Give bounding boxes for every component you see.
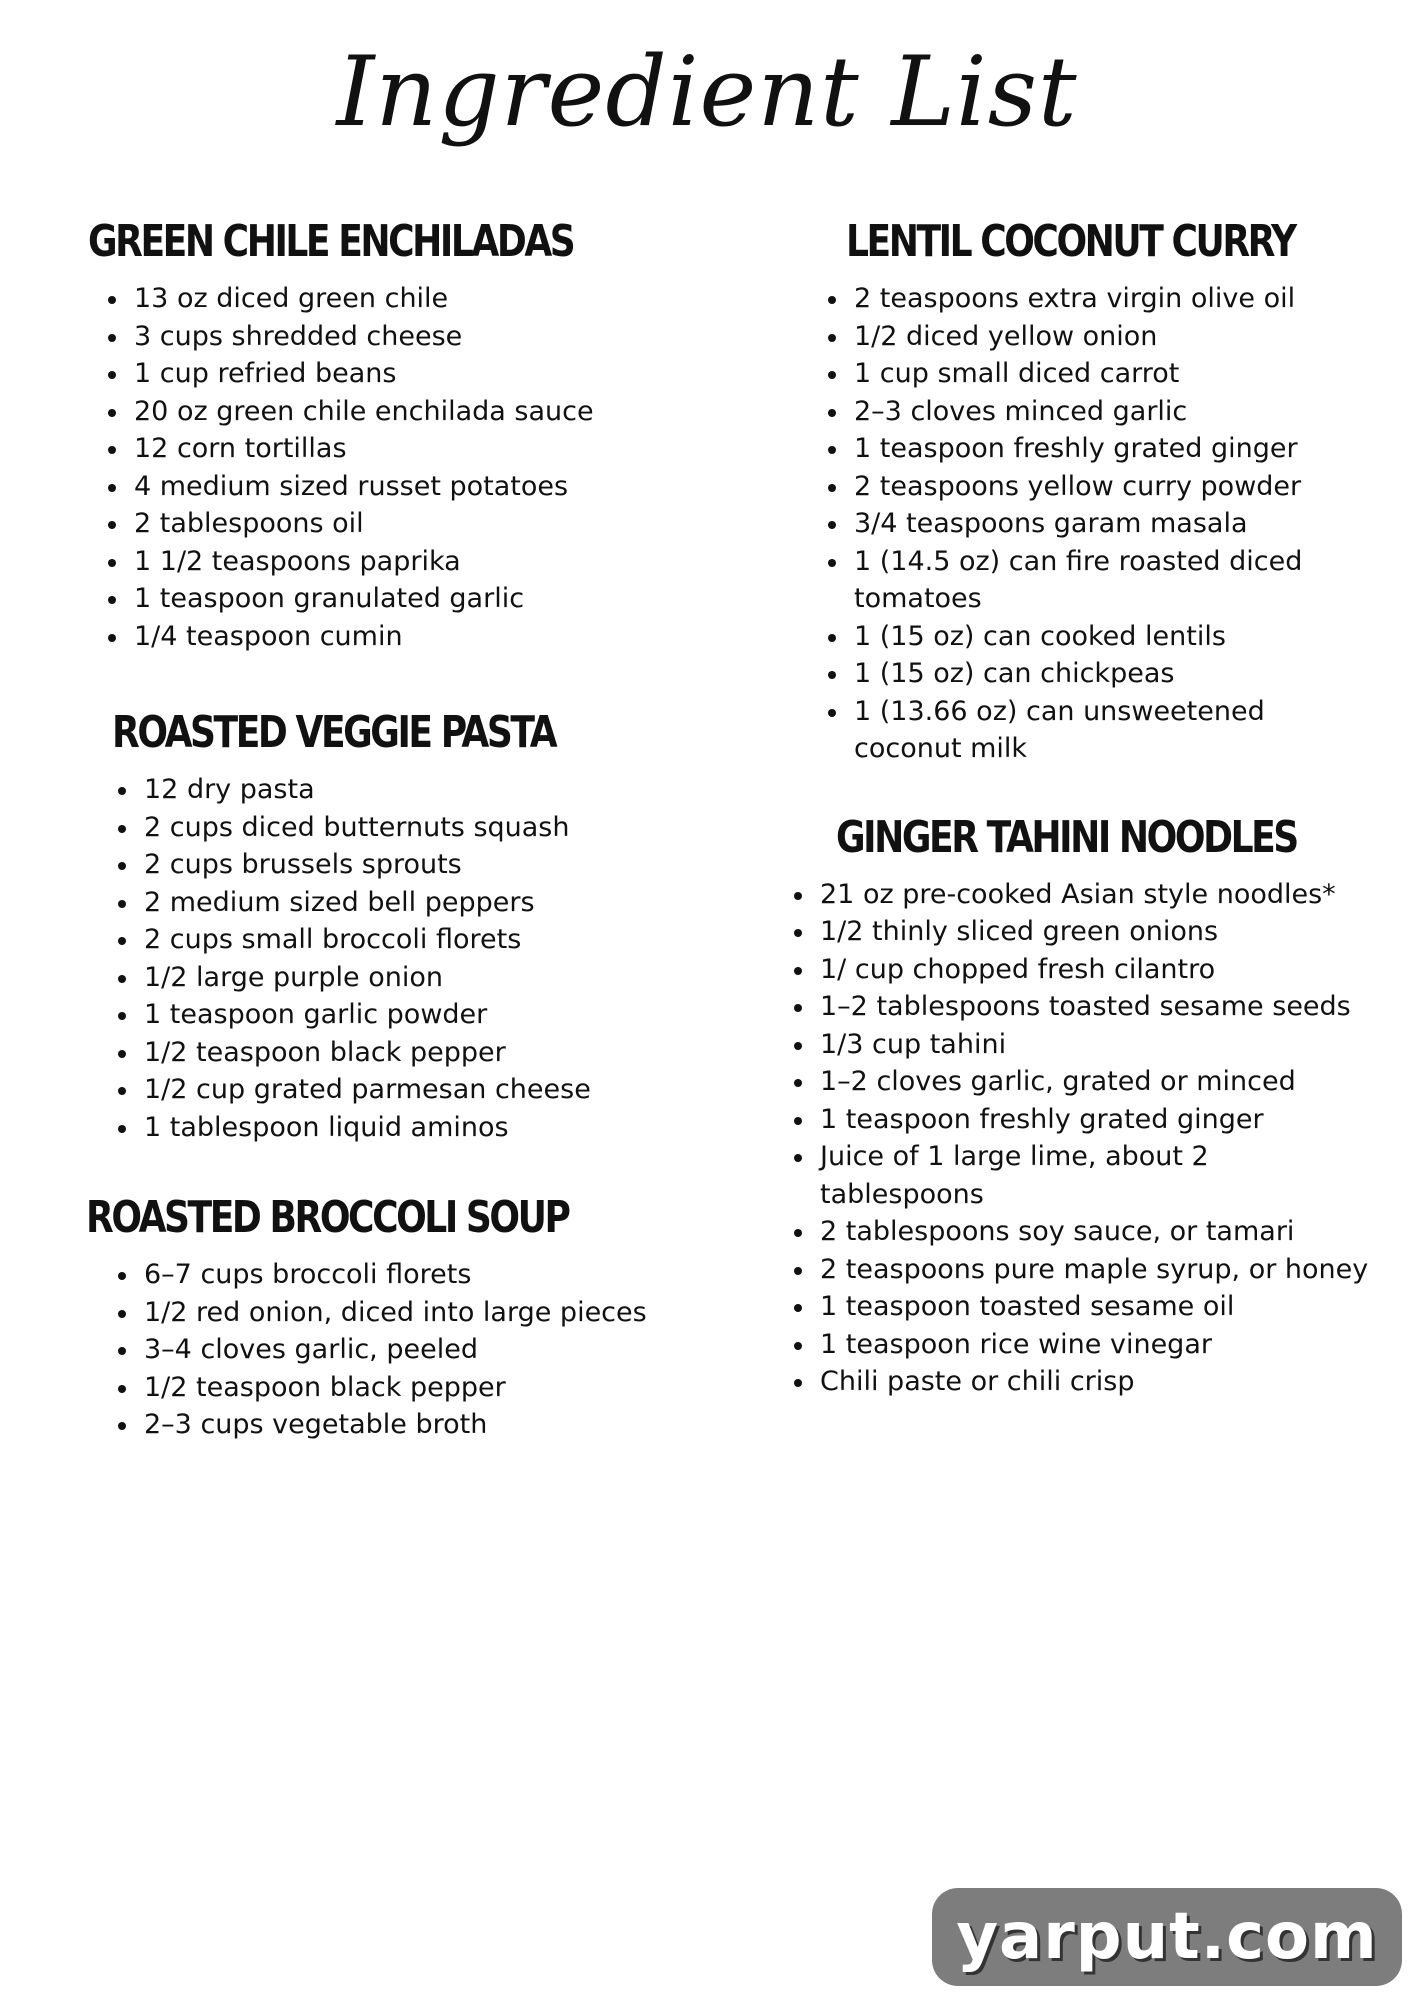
ingredient-item: 1 teaspoon freshly grated ginger (816, 430, 1354, 468)
watermark-text: yarput.com (956, 1900, 1378, 1974)
ingredient-list (782, 876, 1380, 1401)
right-column (770, 208, 1380, 1401)
ingredient-item: 20 oz green chile enchilada sauce (96, 393, 686, 431)
ingredient-item: 3–4 cloves garlic, peeled (106, 1331, 686, 1369)
ingredient-item: 12 dry pasta (106, 771, 686, 809)
ingredient-item: 1/2 red onion, diced into large pieces (106, 1294, 686, 1332)
ingredient-item: 21 oz pre-cooked Asian style noodles* (782, 876, 1380, 914)
ingredient-item: 12 corn tortillas (96, 430, 686, 468)
ingredient-item: 13 oz diced green chile (96, 280, 686, 318)
ingredient-item: 2 teaspoons pure maple syrup, or honey (782, 1251, 1380, 1289)
ingredient-item: 2 cups brussels sprouts (106, 846, 686, 884)
ingredient-item: 1/2 cup grated parmesan cheese (106, 1071, 686, 1109)
ingredient-item: 1/2 teaspoon black pepper (106, 1034, 686, 1072)
ingredient-item: 1/2 thinly sliced green onions (782, 913, 1380, 951)
ingredient-item: 4 medium sized russet potatoes (96, 468, 686, 506)
ingredient-item: 1 (15 oz) can chickpeas (816, 655, 1354, 693)
section-ginger-tahini-noodles (770, 804, 1380, 1401)
ingredient-item: 1/3 cup tahini (782, 1026, 1380, 1064)
ingredient-item: 3 cups shredded cheese (96, 318, 686, 356)
ingredient-item: 1/ cup chopped fresh cilantro (782, 951, 1380, 989)
section-heading: LENTIL COCONUT CURRY (846, 216, 1295, 267)
ingredient-item: 6–7 cups broccoli florets (106, 1256, 686, 1294)
ingredient-item: 2 teaspoons extra virgin olive oil (816, 280, 1354, 318)
ingredient-list (816, 280, 1380, 768)
section-green-chile-enchiladas (86, 208, 686, 655)
ingredient-item: 2 cups diced butternuts squash (106, 809, 686, 847)
ingredient-item: 1/2 diced yellow onion (816, 318, 1354, 356)
ingredient-list (106, 1256, 686, 1444)
ingredient-item: 1 (14.5 oz) can fire roasted diced tomatoes (816, 543, 1354, 618)
ingredient-item: 2 teaspoons yellow curry powder (816, 468, 1354, 506)
ingredient-item: 1 teaspoon freshly grated ginger (782, 1101, 1380, 1139)
section-heading: ROASTED VEGGIE PASTA (112, 707, 556, 758)
ingredient-item: Juice of 1 large lime, about 2 tablespoons (782, 1138, 1380, 1213)
ingredient-item: 1/2 large purple onion (106, 959, 686, 997)
ingredient-item: 2 tablespoons soy sauce, or tamari (782, 1213, 1380, 1251)
section-lentil-coconut-curry (770, 208, 1380, 768)
ingredient-item: 2 medium sized bell peppers (106, 884, 686, 922)
ingredient-item: Chili paste or chili crisp (782, 1363, 1380, 1401)
section-heading: ROASTED BROCCOLI SOUP (86, 1192, 569, 1243)
ingredient-list (96, 280, 686, 655)
ingredient-list (106, 771, 686, 1146)
section-roasted-broccoli-soup (86, 1184, 686, 1444)
ingredient-item: 1 (13.66 oz) can unsweetened coconut milk (816, 693, 1354, 768)
ingredient-item: 1 cup refried beans (96, 355, 686, 393)
ingredient-item: 1 teaspoon toasted sesame oil (782, 1288, 1380, 1326)
section-heading: GINGER TAHINI NOODLES (836, 811, 1297, 863)
ingredient-item: 1 (15 oz) can cooked lentils (816, 618, 1354, 656)
ingredient-item: 1/2 teaspoon black pepper (106, 1369, 686, 1407)
ingredient-item: 1–2 cloves garlic, grated or minced (782, 1063, 1380, 1101)
ingredient-item: 2–3 cups vegetable broth (106, 1406, 686, 1444)
ingredient-item: 3/4 teaspoons garam masala (816, 505, 1354, 543)
left-column (86, 208, 686, 1444)
ingredient-item: 1 teaspoon rice wine vinegar (782, 1326, 1380, 1364)
ingredient-item: 1 teaspoon garlic powder (106, 996, 686, 1034)
section-heading: GREEN CHILE ENCHILADAS (88, 216, 574, 267)
ingredient-item: 1 1/2 teaspoons paprika (96, 543, 686, 581)
section-roasted-veggie-pasta (86, 699, 686, 1146)
ingredient-item: 1 teaspoon granulated garlic (96, 580, 686, 618)
ingredient-item: 2 tablespoons oil (96, 505, 686, 543)
ingredient-item: 2 cups small broccoli florets (106, 921, 686, 959)
ingredient-item: 1 tablespoon liquid aminos (106, 1109, 686, 1147)
page-title: Ingredient List (336, 36, 1078, 148)
ingredient-item: 2–3 cloves minced garlic (816, 393, 1354, 431)
ingredient-item: 1–2 tablespoons toasted sesame seeds (782, 988, 1380, 1026)
ingredient-item: 1/4 teaspoon cumin (96, 618, 686, 656)
watermark-badge (932, 1888, 1402, 1986)
ingredient-item: 1 cup small diced carrot (816, 355, 1354, 393)
